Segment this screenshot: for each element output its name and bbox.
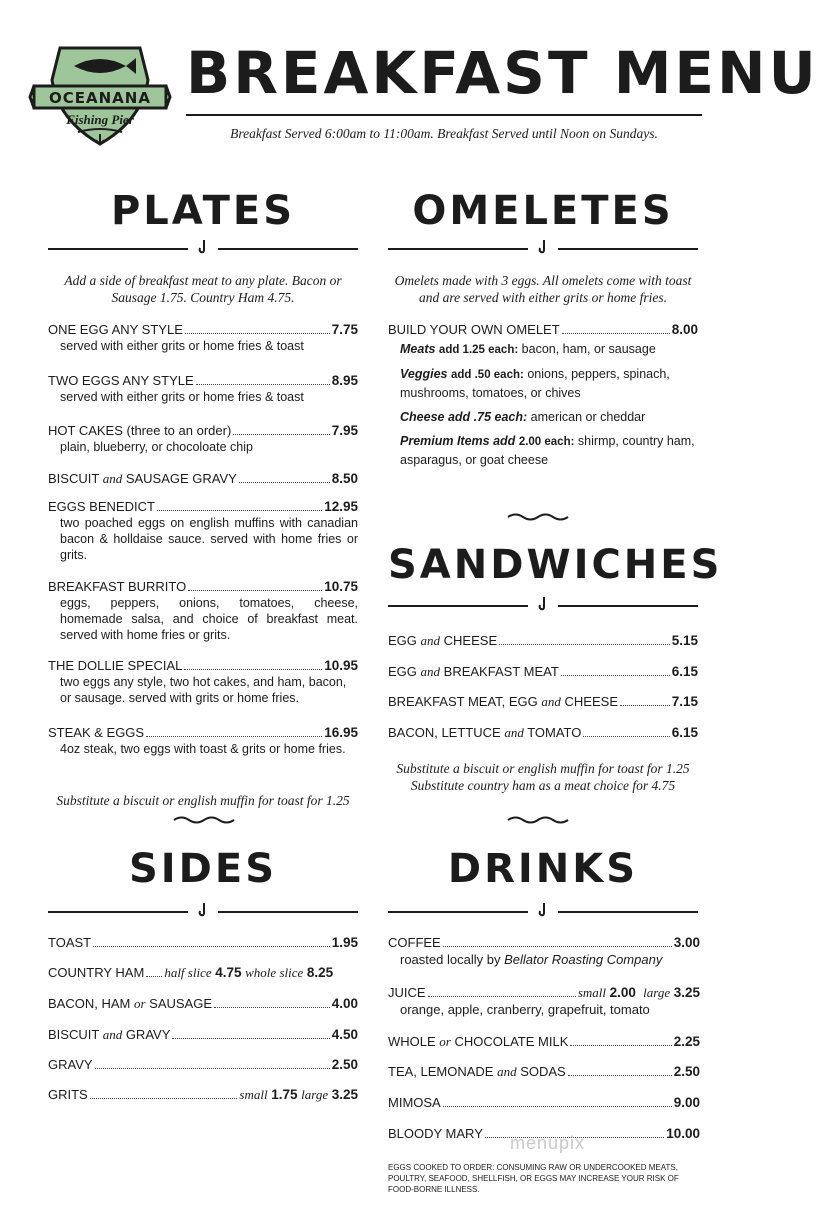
item-name: STEAK & EGGS [48, 725, 145, 740]
item-price: 2.50 [331, 1057, 358, 1072]
item-description: 4oz steak, two eggs with toast & grits or home fries. [60, 742, 346, 756]
side-toast [48, 935, 358, 951]
menu-item-build-omelet [388, 322, 698, 469]
menu-item-blt [388, 725, 698, 741]
drink-tea-lemonade-sodas [388, 1064, 700, 1080]
divider-line [388, 248, 528, 250]
item-price: 10.00 [666, 1126, 700, 1141]
item-name: BACON, HAM or SAUSAGE [48, 996, 213, 1011]
divider-line [218, 911, 358, 913]
item-price: 6.15 [671, 725, 698, 740]
sandwiches-note: Substitute a biscuit or english muffin for toast for 1.25 Substitute country ham as a meat choice for 4.75 [396, 761, 690, 793]
divider-line [388, 911, 528, 913]
item-name: BISCUIT and GRAVY [48, 1027, 171, 1042]
item-name: EGG and CHEESE [388, 633, 498, 648]
item-description: two poached eggs on english muffins with canadian bacon & holldaise sauce. served with home fries or grits. [60, 516, 358, 562]
hook-icon [197, 240, 211, 254]
item-price: 3.25 [673, 985, 700, 1000]
item-price: 2.50 [673, 1064, 700, 1079]
item-name: WHOLE or CHOCOLATE MILK [388, 1034, 569, 1049]
menu-item-eggs-benedict [48, 499, 358, 563]
wave-ornament [508, 815, 568, 825]
drinks-heading: DRINKS [447, 846, 639, 892]
item-price: 8.95 [331, 373, 358, 388]
omelets-heading: OMELETES [412, 188, 674, 234]
plates-heading: PLATES [110, 188, 296, 234]
item-price: 6.15 [671, 664, 698, 679]
item-name: BACON, LETTUCE and TOMATO [388, 725, 582, 740]
item-name: ONE EGG ANY STYLE [48, 322, 183, 337]
divider-line [388, 605, 528, 607]
hook-icon [197, 903, 211, 917]
drink-mimosa [388, 1095, 700, 1111]
side-biscuit-gravy [48, 1027, 358, 1043]
divider-line [48, 248, 188, 250]
item-price: 7.75 [331, 322, 358, 337]
item-price: 3.00 [673, 935, 700, 950]
hook-icon [537, 903, 551, 917]
side-country-ham: COUNTRY HAM half slice 4.75 whole slice 8.25 [48, 965, 334, 980]
item-price: 9.00 [673, 1095, 700, 1110]
item-name: BREAKFAST BURRITO [48, 579, 187, 594]
item-price: 10.95 [324, 658, 358, 673]
sides-heading: SIDES [128, 846, 278, 892]
menu-item-two-eggs [48, 373, 358, 405]
drink-coffee: COFFEE 3.00 roasted locally by Bellator Roasting Company [388, 935, 700, 967]
item-price: 4.00 [331, 996, 358, 1011]
item-price: 2.25 [673, 1034, 700, 1049]
item-name: COUNTRY HAM [48, 965, 145, 980]
item-price: 12.95 [324, 499, 358, 514]
item-name: JUICE [388, 985, 426, 1000]
item-price: 8.25 [306, 965, 334, 980]
title-rule [186, 114, 702, 116]
item-price: 4.50 [331, 1027, 358, 1042]
item-price: 7.15 [671, 694, 698, 709]
watermark: menupix [510, 1133, 586, 1153]
plates-footnote: Substitute a biscuit or english muffin for toast for 1.25 [56, 793, 350, 808]
divider-line [48, 911, 188, 913]
page-title: BREAKFAST MENU [186, 39, 819, 107]
menu-item-steak-eggs [48, 725, 358, 757]
item-name: HOT CAKES (three to an order) [48, 423, 232, 438]
item-name: BLOODY MARY [388, 1126, 483, 1141]
item-name: MIMOSA [388, 1095, 441, 1110]
item-description: served with either grits or home fries & toast [60, 339, 304, 353]
menu-item-egg-meat [388, 664, 698, 680]
logo [30, 40, 170, 152]
item-name: GRAVY [48, 1057, 93, 1072]
item-name: EGG and BREAKFAST MEAT [388, 664, 559, 679]
side-bacon-ham-sausage [48, 996, 358, 1012]
logo-subtitle: Fishing Pier [66, 112, 134, 127]
item-price: 8.00 [671, 322, 698, 337]
item-description: two eggs any style, two hot cakes, and ham, bacon, or sausage. served with grits or home fries. [60, 675, 347, 705]
food-safety-disclaimer: EGGS COOKED TO ORDER: CONSUMING RAW OR UNDERCOOKED MEATS, POULTRY, SEAFOOD, SHELLFISH, OR EGGS MAY INCREASE YOUR RISK OF FOOD-BORNE ILLNESS. [388, 1163, 679, 1194]
side-gravy [48, 1057, 358, 1073]
item-name: TWO EGGS ANY STYLE [48, 373, 194, 388]
item-name: BREAKFAST MEAT, EGG and CHEESE [388, 694, 618, 709]
item-price: 1.95 [331, 935, 358, 950]
omelet-option-meats: Meats add 1.25 each: bacon, ham, or sausage [400, 342, 656, 356]
item-description: plain, blueberry, or chocoloate chip [60, 440, 253, 454]
menu-item-hot-cakes [48, 423, 358, 455]
divider-line [558, 248, 698, 250]
item-name: TEA, LEMONADE and SODAS [388, 1064, 566, 1079]
item-price: 7.95 [331, 423, 358, 438]
item-name: COFFEE [388, 935, 441, 950]
item-description: served with either grits or home fries & toast [60, 390, 304, 404]
drink-milk [388, 1034, 700, 1050]
menu-item-biscuit-gravy [48, 471, 358, 487]
menu-item-meat-egg-cheese [388, 694, 698, 710]
wave-ornament [174, 815, 234, 825]
item-name: TOAST [48, 935, 92, 950]
divider-line [558, 911, 698, 913]
item-description: orange, apple, cranberry, grapefruit, tomato [400, 1002, 650, 1017]
item-price: 5.15 [671, 633, 698, 648]
item-price: 10.75 [324, 579, 358, 594]
omelets-note: Omelets made with 3 eggs. All omelets come with toast and are served with either grits or home fries. [394, 273, 692, 305]
omelet-option-cheese: Cheese add .75 each: american or cheddar [400, 410, 646, 424]
drink-juice: JUICE small 2.00 large 3.25 orange, apple, cranberry, grapefruit, tomato [388, 985, 700, 1017]
item-name: EGGS BENEDICT [48, 499, 155, 514]
sandwiches-heading: SANDWICHES [388, 542, 723, 588]
item-price: 8.50 [331, 471, 358, 486]
menu-item-one-egg [48, 322, 358, 354]
item-price: 16.95 [324, 725, 358, 740]
plates-note: Add a side of breakfast meat to any plate. Bacon or Sausage 1.75. Country Ham 4.75. [64, 273, 342, 305]
item-name: BUILD YOUR OWN OMELET [388, 322, 560, 337]
omelet-option-veggies: Veggies add .50 each: onions, peppers, spinach, mushrooms, tomatoes, or chives [400, 367, 670, 400]
menu-item-dollie-special [48, 658, 358, 706]
wave-ornament [508, 512, 568, 522]
divider-line [218, 248, 358, 250]
divider-line [558, 605, 698, 607]
item-name: BISCUIT and SAUSAGE GRAVY [48, 471, 237, 486]
serving-hours: Breakfast Served 6:00am to 11:00am. Breakfast Served until Noon on Sundays. [230, 126, 658, 141]
hook-icon [537, 240, 551, 254]
item-price: 3.25 [331, 1087, 358, 1102]
logo-name: OCEANANA [49, 89, 151, 107]
side-grits: GRITS small 1.75 large 3.25 [48, 1087, 358, 1102]
omelet-option-premium: Premium Items add 2.00 each: shirmp, country ham, asparagus, or goat cheese [400, 434, 695, 467]
menu-item-egg-cheese [388, 633, 698, 649]
item-name: GRITS [48, 1087, 88, 1102]
item-description: eggs, peppers, onions, tomatoes, cheese, homemade salsa, and choice of breakfast meat. served with home fries or grits. [60, 596, 358, 642]
menu-item-breakfast-burrito [48, 579, 358, 643]
item-name: THE DOLLIE SPECIAL [48, 658, 183, 673]
hook-icon [537, 597, 551, 611]
